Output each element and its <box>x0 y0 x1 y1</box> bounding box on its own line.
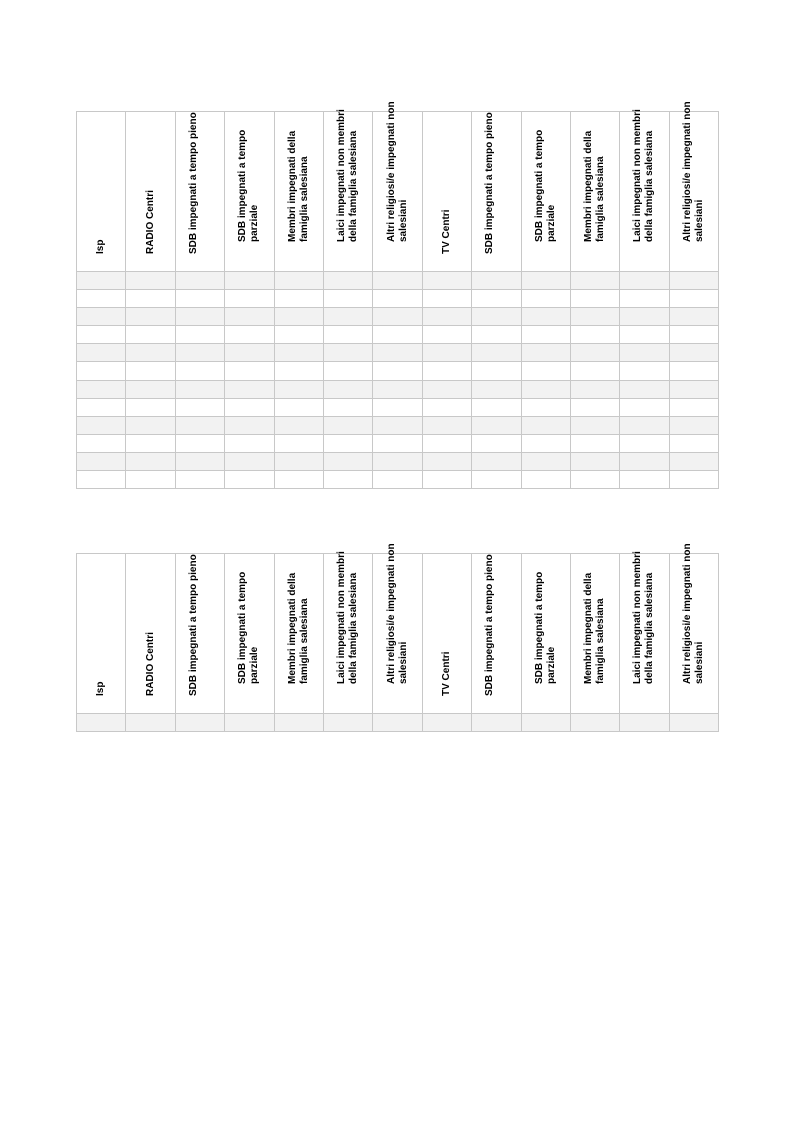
header-label: SDB impegnati a tempo parziale <box>237 129 260 242</box>
header-label: Laici impegnati non membri della famiglia salesiana <box>336 551 359 684</box>
table-cell <box>77 452 126 470</box>
table-cell <box>521 290 570 308</box>
table-cell <box>570 272 619 290</box>
header-cell-tv-sdb-full <box>472 554 521 714</box>
header-label: Laici impegnati non membri della famiglia salesiana <box>632 109 655 242</box>
table-row <box>77 714 719 732</box>
table-cell <box>274 452 323 470</box>
table-cell <box>570 380 619 398</box>
table-cell <box>175 434 224 452</box>
table-cell <box>472 308 521 326</box>
table-cell <box>77 362 126 380</box>
header-cell-radio-religiosi <box>373 543 422 714</box>
table-cell <box>570 362 619 380</box>
header-label: SDB impegnati a tempo parziale <box>533 129 557 242</box>
table-cell <box>323 290 372 308</box>
table-cell <box>175 398 224 416</box>
header-cell-radio-famiglia <box>274 112 323 272</box>
header-cell-tv-centri <box>422 112 471 272</box>
table-cell <box>521 326 570 344</box>
table-cell <box>472 471 521 489</box>
header-cell-radio-laici <box>323 109 372 272</box>
table-cell <box>77 416 126 434</box>
table-cell <box>570 714 619 732</box>
table-cell <box>175 380 224 398</box>
table-cell <box>77 434 126 452</box>
table-row <box>77 362 719 380</box>
table-cell <box>422 308 471 326</box>
header-cell-tv-sdb-full <box>472 112 521 272</box>
table-cell <box>274 326 323 344</box>
table-cell <box>126 272 175 290</box>
table-cell <box>472 452 521 470</box>
table-cell <box>225 398 274 416</box>
header-row <box>77 554 719 714</box>
table-cell <box>373 416 422 434</box>
header-label: Membri impegnati della famiglia salesiana <box>583 572 606 684</box>
table-cell <box>126 290 175 308</box>
table-cell <box>323 714 372 732</box>
table-cell <box>422 471 471 489</box>
header-label: Laici impegnati non membri della famiglia salesiana <box>632 551 655 684</box>
table-cell <box>570 452 619 470</box>
table-cell <box>521 362 570 380</box>
table-cell <box>422 326 471 344</box>
table-cell <box>422 398 471 416</box>
header-cell-radio-laici <box>323 551 372 714</box>
table-cell <box>521 398 570 416</box>
table-row <box>77 344 719 362</box>
table-cell <box>373 344 422 362</box>
table-cell <box>126 362 175 380</box>
table-cell <box>373 714 422 732</box>
table-row <box>77 326 719 344</box>
table-cell <box>620 380 669 398</box>
header-label: RADIO Centri <box>144 189 156 254</box>
table-cell <box>175 416 224 434</box>
header-cell-tv-religiosi <box>669 101 718 272</box>
table-cell <box>274 362 323 380</box>
table-cell <box>472 362 521 380</box>
table-cell <box>225 452 274 470</box>
table-cell <box>620 416 669 434</box>
table-cell <box>225 471 274 489</box>
table-cell <box>521 308 570 326</box>
table-cell <box>126 326 175 344</box>
table-cell <box>669 714 718 732</box>
header-cell-isp <box>77 112 126 272</box>
header-label: SDB impegnati a tempo pieno <box>484 553 496 696</box>
table-cell <box>472 380 521 398</box>
table-cell <box>274 380 323 398</box>
table-cell <box>422 362 471 380</box>
header-cell-radio-sdb-part <box>225 112 274 272</box>
table-cell <box>570 416 619 434</box>
header-cell-tv-sdb-part <box>521 112 570 272</box>
table-cell <box>669 326 718 344</box>
table-cell <box>126 452 175 470</box>
header-cell-radio-centri <box>126 112 175 272</box>
header-label: RADIO Centri <box>144 631 156 696</box>
header-cell-radio-sdb-full <box>175 554 224 714</box>
table-cell <box>77 471 126 489</box>
table-cell <box>274 272 323 290</box>
table-row <box>77 452 719 470</box>
table-cell <box>323 416 372 434</box>
table-row <box>77 434 719 452</box>
table-cell <box>521 416 570 434</box>
table-cell <box>472 344 521 362</box>
header-label: SDB impegnati a tempo pieno <box>187 553 199 696</box>
table-cell <box>620 434 669 452</box>
table-cell <box>422 434 471 452</box>
table-cell <box>620 326 669 344</box>
table-row <box>77 471 719 489</box>
table-cell <box>620 290 669 308</box>
table-cell <box>669 272 718 290</box>
table-cell <box>225 344 274 362</box>
table-cell <box>669 471 718 489</box>
table-cell <box>77 344 126 362</box>
table-cell <box>373 272 422 290</box>
table-cell <box>472 272 521 290</box>
table-cell <box>669 380 718 398</box>
table-cell <box>175 272 224 290</box>
table-cell <box>570 308 619 326</box>
table-cell <box>373 452 422 470</box>
table-cell <box>422 290 471 308</box>
header-label: TV Centri <box>440 651 452 696</box>
table-cell <box>77 308 126 326</box>
table-cell <box>323 308 372 326</box>
table-cell <box>225 714 274 732</box>
table-cell <box>274 434 323 452</box>
table-cell <box>274 398 323 416</box>
table-cell <box>373 326 422 344</box>
table-cell <box>126 380 175 398</box>
table-cell <box>472 398 521 416</box>
table-cell <box>472 416 521 434</box>
header-row <box>77 112 719 272</box>
header-cell-tv-sdb-part <box>521 554 570 714</box>
table-cell <box>620 398 669 416</box>
table-cell <box>422 714 471 732</box>
table-cell <box>620 362 669 380</box>
table-cell <box>126 714 175 732</box>
table-cell <box>77 380 126 398</box>
table-cell <box>570 471 619 489</box>
header-label: SDB impegnati a tempo parziale <box>533 571 557 684</box>
table-cell <box>669 362 718 380</box>
header-label: Altri religiosi/e impegnati non salesiani <box>385 101 409 242</box>
table-cell <box>521 380 570 398</box>
header-cell-radio-sdb-part <box>225 554 274 714</box>
header-cell-isp <box>77 554 126 714</box>
table-cell <box>323 452 372 470</box>
table-cell <box>175 326 224 344</box>
table-cell <box>521 471 570 489</box>
table-cell <box>175 452 224 470</box>
table-cell <box>175 308 224 326</box>
table-cell <box>126 471 175 489</box>
table-cell <box>274 290 323 308</box>
header-label: SDB impegnati a tempo parziale <box>237 571 260 684</box>
table-cell <box>225 362 274 380</box>
table-cell <box>570 326 619 344</box>
table-cell <box>274 714 323 732</box>
table-row <box>77 308 719 326</box>
table-cell <box>521 344 570 362</box>
table-cell <box>225 326 274 344</box>
table-cell <box>422 344 471 362</box>
table-cell <box>323 272 372 290</box>
header-cell-radio-religiosi <box>373 101 422 272</box>
header-cell-tv-laici <box>620 109 669 272</box>
table-cell <box>521 434 570 452</box>
table-cell <box>669 344 718 362</box>
header-cell-radio-famiglia <box>274 554 323 714</box>
table-cell <box>669 398 718 416</box>
table-cell <box>126 308 175 326</box>
table-cell <box>225 272 274 290</box>
table-cell <box>175 290 224 308</box>
table-cell <box>175 471 224 489</box>
table-cell <box>620 471 669 489</box>
table-cell <box>472 434 521 452</box>
table-cell <box>274 308 323 326</box>
table-cell <box>126 398 175 416</box>
header-label: Membri impegnati della famiglia salesiana <box>286 130 310 242</box>
table-cell <box>422 272 471 290</box>
table-cell <box>77 272 126 290</box>
header-cell-tv-religiosi <box>669 543 718 714</box>
table-cell <box>373 398 422 416</box>
table-cell <box>225 416 274 434</box>
table-cell <box>274 416 323 434</box>
table-cell <box>620 452 669 470</box>
table-cell <box>422 416 471 434</box>
header-cell-radio-centri <box>126 554 175 714</box>
header-label: Isp <box>95 239 107 254</box>
table-cell <box>77 714 126 732</box>
header-cell-radio-sdb-full <box>175 112 224 272</box>
table-cell <box>373 380 422 398</box>
table-cell <box>126 344 175 362</box>
header-label: SDB impegnati a tempo pieno <box>187 111 199 254</box>
table-row <box>77 398 719 416</box>
table-cell <box>126 434 175 452</box>
table-cell <box>323 398 372 416</box>
table-row <box>77 416 719 434</box>
table-cell <box>669 452 718 470</box>
table-cell <box>570 344 619 362</box>
table-cell <box>521 452 570 470</box>
table-cell <box>225 308 274 326</box>
header-cell-tv-centri <box>422 554 471 714</box>
table-cell <box>77 398 126 416</box>
table-cell <box>570 290 619 308</box>
header-cell-tv-famiglia <box>570 112 619 272</box>
table-cell <box>373 362 422 380</box>
table-cell <box>323 344 372 362</box>
table-cell <box>77 326 126 344</box>
header-label: Altri religiosi/e impegnati non salesiani <box>385 543 409 684</box>
table-cell <box>77 290 126 308</box>
table-row <box>77 290 719 308</box>
table-cell <box>274 471 323 489</box>
table-cell <box>274 344 323 362</box>
table-cell <box>175 344 224 362</box>
table-row <box>77 272 719 290</box>
table-cell <box>175 362 224 380</box>
staff-table-total <box>76 543 719 732</box>
table-cell <box>570 398 619 416</box>
table-cell <box>472 326 521 344</box>
table-cell <box>620 308 669 326</box>
table-cell <box>225 380 274 398</box>
table-cell <box>126 416 175 434</box>
table-cell <box>422 380 471 398</box>
header-cell-tv-laici <box>620 551 669 714</box>
table-cell <box>669 434 718 452</box>
table-row <box>77 380 719 398</box>
table-cell <box>175 714 224 732</box>
table-cell <box>620 344 669 362</box>
table-body <box>77 272 719 489</box>
table-cell <box>323 434 372 452</box>
header-label: Membri impegnati della famiglia salesiana <box>286 572 310 684</box>
table-cell <box>373 290 422 308</box>
table-cell <box>472 290 521 308</box>
header-label: Isp <box>95 681 107 696</box>
table-cell <box>225 290 274 308</box>
table-cell <box>521 714 570 732</box>
table-cell <box>669 290 718 308</box>
table-cell <box>620 272 669 290</box>
header-label: SDB impegnati a tempo pieno <box>484 111 496 254</box>
table-body <box>77 714 719 732</box>
header-label: Laici impegnati non membri della famiglia salesiana <box>336 109 359 242</box>
header-label: Altri religiosi/e impegnati non salesiani <box>681 101 705 242</box>
staff-table-main <box>76 101 719 489</box>
table-cell <box>521 272 570 290</box>
header-label: Altri religiosi/e impegnati non salesiani <box>681 543 705 684</box>
table-cell <box>472 714 521 732</box>
table-cell <box>570 434 619 452</box>
table-cell <box>373 471 422 489</box>
table-cell <box>225 434 274 452</box>
table-cell <box>669 308 718 326</box>
header-cell-tv-famiglia <box>570 554 619 714</box>
table-cell <box>620 714 669 732</box>
header-label: Membri impegnati della famiglia salesiana <box>583 130 606 242</box>
table-cell <box>373 434 422 452</box>
table-cell <box>323 362 372 380</box>
table-cell <box>323 326 372 344</box>
table-cell <box>323 471 372 489</box>
table-cell <box>422 452 471 470</box>
table-cell <box>669 416 718 434</box>
table-cell <box>323 380 372 398</box>
table-cell <box>373 308 422 326</box>
header-label: TV Centri <box>440 209 452 254</box>
